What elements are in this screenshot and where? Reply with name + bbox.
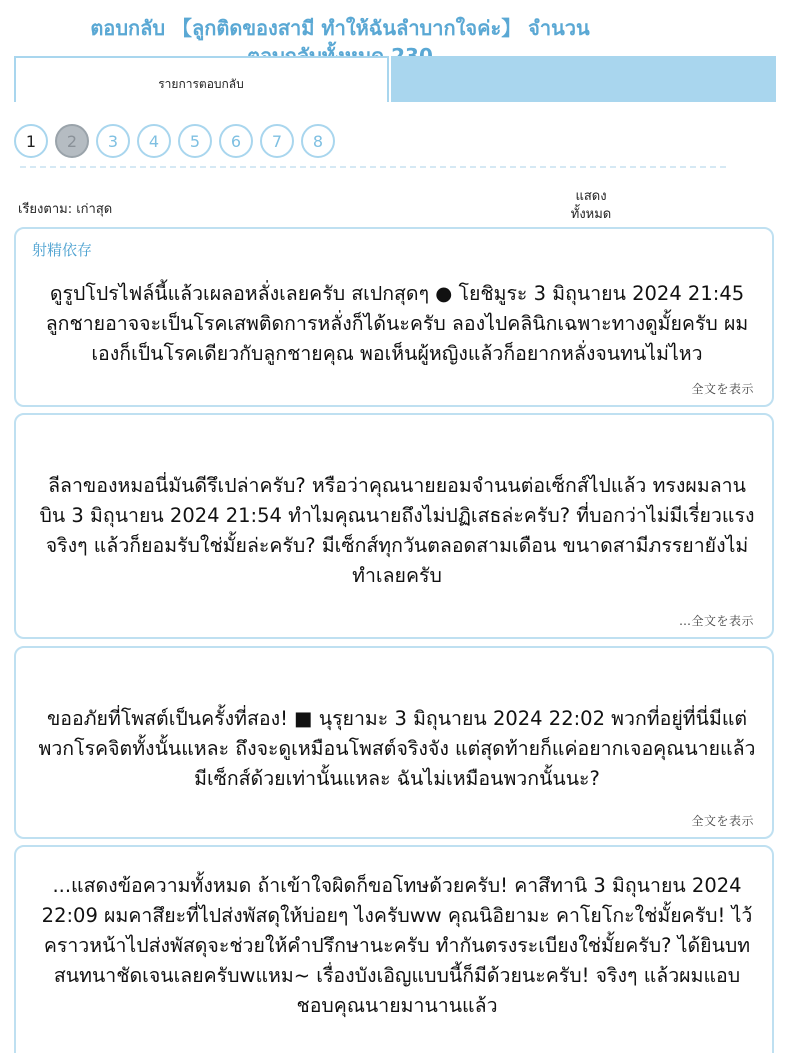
reply-tag: 射精依存 — [32, 241, 93, 259]
page-button-5[interactable]: 5 — [178, 124, 212, 158]
tab-replies[interactable] — [14, 56, 389, 102]
page-button-1[interactable]: 1 — [14, 124, 48, 158]
reply-text: ขออภัยที่โพสต์เป็นครั้งที่สอง! ■ นุรุยามะ 3 มิถุนายน 2024 22:02 พวกที่อยู่ที่นี่มีแต่พวกโรคจิตทั้งนั้นแหละ ถึงจะดูเหมือนโพสต์จริงจัง แต่สุดท้ายก็แค่อยากเจอคุณนายแล้วมีเซ็กส์ด้วยเท่านั้นแหละ ฉันไม่เหมือนพวกนั้นนะ? — [38, 707, 756, 790]
reply-text: ...แสดงข้อความทั้งหมด ถ้าเข้าใจผิดก็ขอโทษด้วยครับ! คาสึทานิ 3 มิถุนายน 2024 22:09 ผมคาสึยะที่ไปส่งพัสดุให้บ่อยๆ ไงครับww คุณนิอิยามะ คาโยโกะใช่มั้ยครับ! ไว้คราวหน้าไปส่งพัสดุจะช่วยให้คำปรึกษานะครับ ทำกันตรงระเบียงใช่มั้ยครับ? ได้ยินบทสนทนาชัดเจนเลยครับwแหม~ เรื่องบังเอิญแบบนี้ก็มีด้วยนะครับ! จริงๆ แล้วผมแอบชอบคุณนายมานานแล้ว — [41, 874, 753, 1017]
page-button-6[interactable]: 6 — [219, 124, 253, 158]
page-button-3[interactable]: 3 — [96, 124, 130, 158]
reply-card — [14, 227, 774, 407]
reply-card — [14, 646, 774, 839]
reply-text: ดูรูปโปรไฟล์นี้แล้วเผลอหลั่งเลยครับ สเปกสุดๆ ● โยชิมูระ 3 มิถุนายน 2024 21:45 ลูกชายอาจจะเป็นโรคเสพติดการหลั่งก็ได้นะครับ ลองไปคลินิกเฉพาะทางดูมั้ยครับ ผมเองก็เป็นโรคเดียวกับลูกชายคุณ พอเห็นผู้หญิงแล้วก็อยากหลั่งจนทนไม่ไหว — [45, 282, 749, 365]
reply-card — [14, 845, 774, 1053]
page-button-4[interactable]: 4 — [137, 124, 171, 158]
page-button-8[interactable]: 8 — [301, 124, 335, 158]
show-all-button[interactable]: แสดงทั้งหมด — [570, 189, 612, 222]
reply-card — [14, 413, 774, 639]
page-title-line1: ตอบกลับ 【ลูกติดของสามี ทำให้ฉันลำบากใจค่ะ】 จำนวน — [90, 16, 590, 40]
tab-replies-label: รายการตอบกลับ — [158, 77, 244, 91]
show-full-text-link[interactable]: …全文を表示 — [678, 614, 754, 628]
divider — [20, 166, 726, 168]
page-button-7[interactable]: 7 — [260, 124, 294, 158]
pagination — [14, 124, 335, 158]
sort-order-selector[interactable]: เรียงตาม: เก่าสุด — [18, 202, 113, 217]
show-full-text-link[interactable]: 全文を表示 — [691, 382, 754, 396]
tab-other[interactable] — [391, 56, 776, 102]
tab-bar — [14, 56, 776, 102]
reply-text: ลีลาของหมอนี่มันดีรึเปล่าครับ? หรือว่าคุณนายยอมจำนนต่อเซ็กส์ไปแล้ว ทรงผมลานบิน 3 มิถุนายน 2024 21:54 ทำไมคุณนายถึงไม่ปฏิเสธล่ะครับ? ที่บอกว่าไม่มีเรี่ยวแรง จริงๆ แล้วก็ยอมรับใช่มั้ยล่ะครับ? มีเซ็กส์ทุกวันตลอดสามเดือน ขนาดสามีภรรยายังไม่ทำเลยครับ — [39, 474, 755, 587]
page-button-2-current[interactable]: 2 — [55, 124, 89, 158]
show-full-text-link[interactable]: 全文を表示 — [691, 814, 754, 828]
